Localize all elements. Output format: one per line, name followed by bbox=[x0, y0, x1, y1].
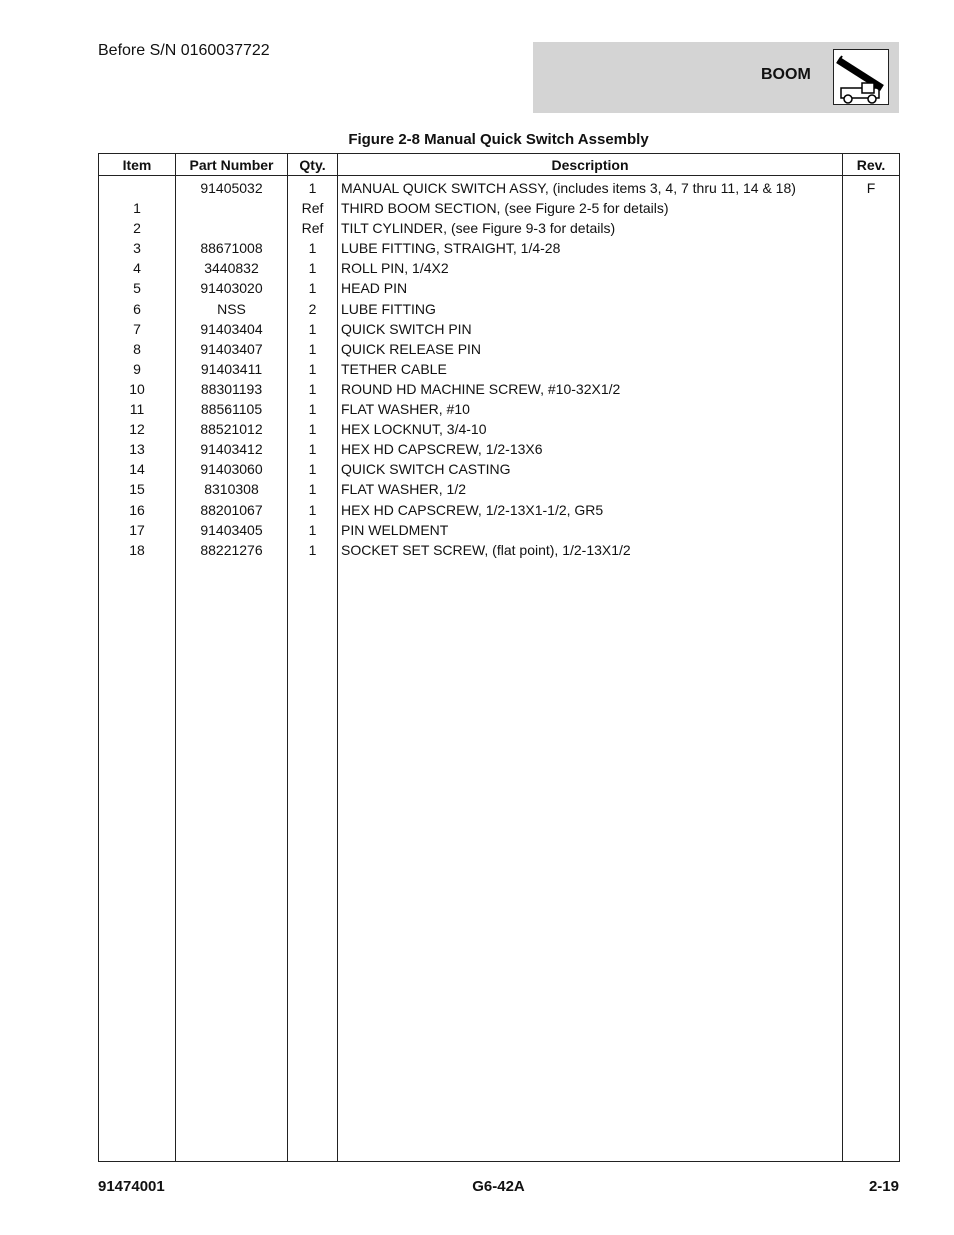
table-cell-item: 13 bbox=[99, 439, 176, 459]
table-cell-part-number: 91403060 bbox=[176, 459, 288, 479]
table-cell-part-number bbox=[176, 198, 288, 218]
column-header-item: Item bbox=[99, 154, 176, 176]
table-cell-part-number: 88671008 bbox=[176, 238, 288, 258]
boom-telehandler-icon bbox=[833, 49, 889, 105]
table-cell-item bbox=[99, 176, 176, 199]
table-cell-rev bbox=[843, 379, 900, 399]
table-cell-item: 12 bbox=[99, 419, 176, 439]
table-cell-item: 18 bbox=[99, 540, 176, 560]
table-cell-rev bbox=[843, 479, 900, 499]
table-cell-rev: F bbox=[843, 176, 900, 199]
table-row bbox=[99, 176, 900, 199]
table-row bbox=[99, 439, 900, 459]
section-title: BOOM bbox=[761, 66, 811, 83]
table-cell-part-number bbox=[176, 218, 288, 238]
table-cell-qty: 1 bbox=[288, 176, 338, 199]
table-row bbox=[99, 319, 900, 339]
table-cell-item: 15 bbox=[99, 479, 176, 499]
table-row bbox=[99, 198, 900, 218]
table-cell-qty: Ref bbox=[288, 198, 338, 218]
table-cell-qty: 1 bbox=[288, 278, 338, 298]
column-header-qty: Qty. bbox=[288, 154, 338, 176]
table-cell-rev bbox=[843, 198, 900, 218]
table-cell-part-number: 88221276 bbox=[176, 540, 288, 560]
column-header-rev: Rev. bbox=[843, 154, 900, 176]
table-cell-item: 1 bbox=[99, 198, 176, 218]
table-cell-part-number: 88201067 bbox=[176, 500, 288, 520]
table-cell-part-number: 3440832 bbox=[176, 258, 288, 278]
table-cell-description: ROUND HD MACHINE SCREW, #10-32X1/2 bbox=[338, 379, 843, 399]
table-cell-item: 17 bbox=[99, 520, 176, 540]
table-cell-description: SOCKET SET SCREW, (flat point), 1/2-13X1/2 bbox=[338, 540, 843, 560]
table-cell-description: LUBE FITTING bbox=[338, 299, 843, 319]
table-cell-item: 8 bbox=[99, 339, 176, 359]
table-cell-rev bbox=[843, 238, 900, 258]
table-cell-qty: 1 bbox=[288, 359, 338, 379]
table-row bbox=[99, 218, 900, 238]
table-cell-part-number: 91403412 bbox=[176, 439, 288, 459]
serial-number-note: Before S/N 0160037722 bbox=[98, 42, 270, 59]
table-row bbox=[99, 520, 900, 540]
table-cell-qty: 1 bbox=[288, 540, 338, 560]
table-cell-part-number: 91403020 bbox=[176, 278, 288, 298]
table-cell-qty: 1 bbox=[288, 319, 338, 339]
table-row bbox=[99, 299, 900, 319]
table-cell-qty: Ref bbox=[288, 218, 338, 238]
table-cell-qty: 1 bbox=[288, 459, 338, 479]
table-cell-description: LUBE FITTING, STRAIGHT, 1/4-28 bbox=[338, 238, 843, 258]
table-cell-qty: 1 bbox=[288, 439, 338, 459]
table-row bbox=[99, 540, 900, 560]
column-header-description: Description bbox=[338, 154, 843, 176]
footer-page-number: 2-19 bbox=[868, 1178, 899, 1195]
table-cell-description: TETHER CABLE bbox=[338, 359, 843, 379]
table-row bbox=[99, 258, 900, 278]
table-cell-rev bbox=[843, 459, 900, 479]
figure-title: Figure 2-8 Manual Quick Switch Assembly bbox=[348, 131, 649, 148]
table-row bbox=[99, 479, 900, 499]
table-cell-description: MANUAL QUICK SWITCH ASSY, (includes items 3, 4, 7 thru 11, 14 & 18) bbox=[338, 176, 843, 199]
table-cell-part-number: 91403405 bbox=[176, 520, 288, 540]
table-cell-qty: 1 bbox=[288, 399, 338, 419]
table-cell-item: 10 bbox=[99, 379, 176, 399]
table-cell-part-number: 88521012 bbox=[176, 419, 288, 439]
table-cell-description: THIRD BOOM SECTION, (see Figure 2-5 for details) bbox=[338, 198, 843, 218]
table-cell-part-number: 91405032 bbox=[176, 176, 288, 199]
parts-table bbox=[98, 153, 900, 1162]
table-cell-rev bbox=[843, 258, 900, 278]
table-row bbox=[99, 379, 900, 399]
table-cell-item: 7 bbox=[99, 319, 176, 339]
table-cell-qty: 1 bbox=[288, 379, 338, 399]
footer-model: G6-42A bbox=[472, 1178, 525, 1195]
table-cell-part-number: 88561105 bbox=[176, 399, 288, 419]
table-cell-part-number: 8310308 bbox=[176, 479, 288, 499]
table-cell-description: HEAD PIN bbox=[338, 278, 843, 298]
table-cell-rev bbox=[843, 520, 900, 540]
table-row bbox=[99, 278, 900, 298]
table-row bbox=[99, 339, 900, 359]
table-cell-item: 16 bbox=[99, 500, 176, 520]
table-cell-item: 3 bbox=[99, 238, 176, 258]
table-cell-rev bbox=[843, 339, 900, 359]
table-cell-item: 2 bbox=[99, 218, 176, 238]
table-row bbox=[99, 419, 900, 439]
table-cell-item: 5 bbox=[99, 278, 176, 298]
table-cell-qty: 1 bbox=[288, 339, 338, 359]
table-cell-rev bbox=[843, 500, 900, 520]
table-cell-part-number: 88301193 bbox=[176, 379, 288, 399]
table-row bbox=[99, 359, 900, 379]
table-cell-description: QUICK SWITCH PIN bbox=[338, 319, 843, 339]
table-cell-description: ROLL PIN, 1/4X2 bbox=[338, 258, 843, 278]
table-cell-description: QUICK RELEASE PIN bbox=[338, 339, 843, 359]
table-cell-part-number: 91403407 bbox=[176, 339, 288, 359]
column-header-part-number: Part Number bbox=[176, 154, 288, 176]
table-cell-qty: 1 bbox=[288, 520, 338, 540]
table-cell-item: 6 bbox=[99, 299, 176, 319]
table-cell-description: FLAT WASHER, #10 bbox=[338, 399, 843, 419]
table-cell-description: QUICK SWITCH CASTING bbox=[338, 459, 843, 479]
table-cell-qty: 2 bbox=[288, 299, 338, 319]
table-row bbox=[99, 399, 900, 419]
table-cell-part-number: 91403411 bbox=[176, 359, 288, 379]
table-cell-qty: 1 bbox=[288, 238, 338, 258]
table-cell-qty: 1 bbox=[288, 419, 338, 439]
table-cell-description: FLAT WASHER, 1/2 bbox=[338, 479, 843, 499]
table-cell-item: 9 bbox=[99, 359, 176, 379]
table-cell-part-number: NSS bbox=[176, 299, 288, 319]
table-cell-description: HEX HD CAPSCREW, 1/2-13X6 bbox=[338, 439, 843, 459]
table-row bbox=[99, 238, 900, 258]
footer-document-number: 91474001 bbox=[98, 1178, 165, 1195]
section-header bbox=[533, 42, 899, 113]
table-cell-part-number: 91403404 bbox=[176, 319, 288, 339]
table-cell-description: PIN WELDMENT bbox=[338, 520, 843, 540]
table-cell-description: HEX LOCKNUT, 3/4-10 bbox=[338, 419, 843, 439]
table-row bbox=[99, 500, 900, 520]
table-cell-rev bbox=[843, 299, 900, 319]
table-cell-description: TILT CYLINDER, (see Figure 9-3 for details) bbox=[338, 218, 843, 238]
table-cell-qty: 1 bbox=[288, 258, 338, 278]
table-cell-item: 11 bbox=[99, 399, 176, 419]
table-cell-rev bbox=[843, 319, 900, 339]
table-cell-qty: 1 bbox=[288, 479, 338, 499]
table-cell-rev bbox=[843, 540, 900, 560]
table-cell-rev bbox=[843, 359, 900, 379]
table-cell-item: 14 bbox=[99, 459, 176, 479]
table-cell-rev bbox=[843, 399, 900, 419]
table-cell-rev bbox=[843, 439, 900, 459]
table-row bbox=[99, 459, 900, 479]
table-cell-item: 4 bbox=[99, 258, 176, 278]
table-cell-rev bbox=[843, 218, 900, 238]
table-cell-description: HEX HD CAPSCREW, 1/2-13X1-1/2, GR5 bbox=[338, 500, 843, 520]
table-filler-row bbox=[99, 560, 900, 1162]
table-cell-qty: 1 bbox=[288, 500, 338, 520]
table-cell-rev bbox=[843, 419, 900, 439]
table-cell-rev bbox=[843, 278, 900, 298]
table-header-row bbox=[99, 154, 900, 176]
